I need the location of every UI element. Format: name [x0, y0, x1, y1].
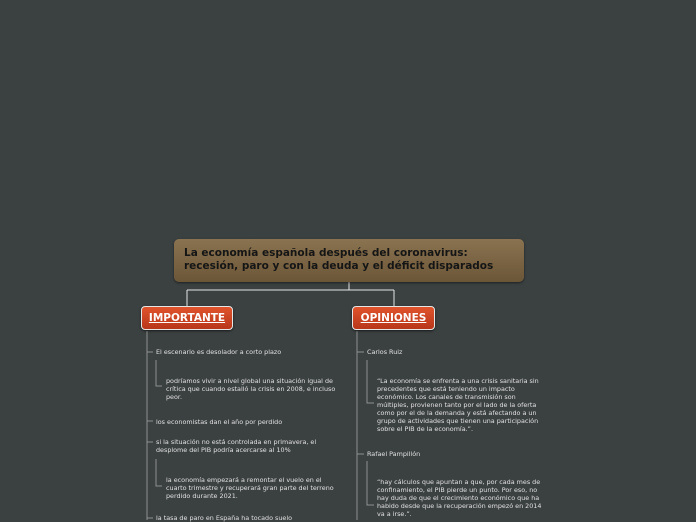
text-line: crítica que cuando estalló la crisis en 2008, e incluso — [166, 385, 336, 393]
opiniones-subitem-rafael-pampillon-quote[interactable] — [377, 478, 541, 518]
text-line: confinamiento, el PIB pierde un punto. Por eso, no — [377, 486, 538, 494]
importante-item-ano-perdido[interactable]: los economistas dan el año por perdido — [156, 418, 283, 426]
central-topic-line-2: recesión, paro y con la deuda y el déficit disparados — [184, 260, 494, 272]
text-line: si la situación no está controlada en primavera, el — [156, 438, 317, 446]
branch-opiniones[interactable]: OPINIONES — [352, 306, 435, 330]
importante-item-desplome-pib[interactable] — [156, 438, 316, 454]
branch-importante[interactable]: IMPORTANTE — [141, 306, 233, 330]
text-line: económico. Los canales de transmisión son — [377, 393, 516, 401]
text-line: podríamos vivir a nivel global una situación igual de — [166, 377, 333, 385]
text-line: sobre el PIB de la economía.”. — [377, 425, 473, 433]
text-line: múltiples, provienen tanto por el lado de la oferta — [377, 401, 537, 409]
importante-item-tasa-paro[interactable]: la tasa de paro en España ha tocado suelo — [156, 514, 293, 522]
importante-item-escenario[interactable]: El escenario es desolador a corto plazo — [156, 348, 282, 356]
text-line: desplome del PIB podría acercarse al 10% — [156, 446, 291, 454]
text-line: habido desde que la recuperación empezó en 2014 — [377, 502, 542, 510]
opiniones-item-rafael-pampillon[interactable]: Rafael Pampillón — [367, 450, 421, 458]
importante-subitem-crisis-2008[interactable] — [166, 377, 335, 401]
text-line: “La economía se enfrenta a una crisis sanitaria sin — [377, 377, 539, 385]
text-line: grupo de actividades que tienen una participación — [377, 417, 539, 425]
central-topic[interactable] — [174, 239, 524, 282]
text-line: va a irse.”. — [377, 510, 412, 518]
opiniones-item-carlos-ruiz[interactable]: Carlos Ruiz — [367, 348, 403, 356]
central-topic-line-1: La economía española después del coronavirus: — [184, 247, 468, 259]
text-line: peor. — [166, 393, 182, 401]
opiniones-subitem-carlos-ruiz-quote[interactable] — [377, 377, 539, 433]
text-line: como por el de la demanda y está afectando a un — [377, 409, 537, 417]
importante-subitem-remontar[interactable] — [166, 476, 334, 500]
text-line: cuarto trimestre y recuperará gran parte del terreno — [166, 484, 334, 492]
text-line: hay duda de que el crecimiento económico que ha — [377, 494, 540, 502]
text-line: “hay cálculos que apuntan a que, por cada mes de — [377, 478, 541, 486]
text-line: la economía empezará a remontar el vuelo en el — [166, 476, 322, 484]
text-line: precedentes que está teniendo un impacto — [377, 385, 515, 393]
text-line: perdido durante 2021. — [166, 492, 238, 500]
